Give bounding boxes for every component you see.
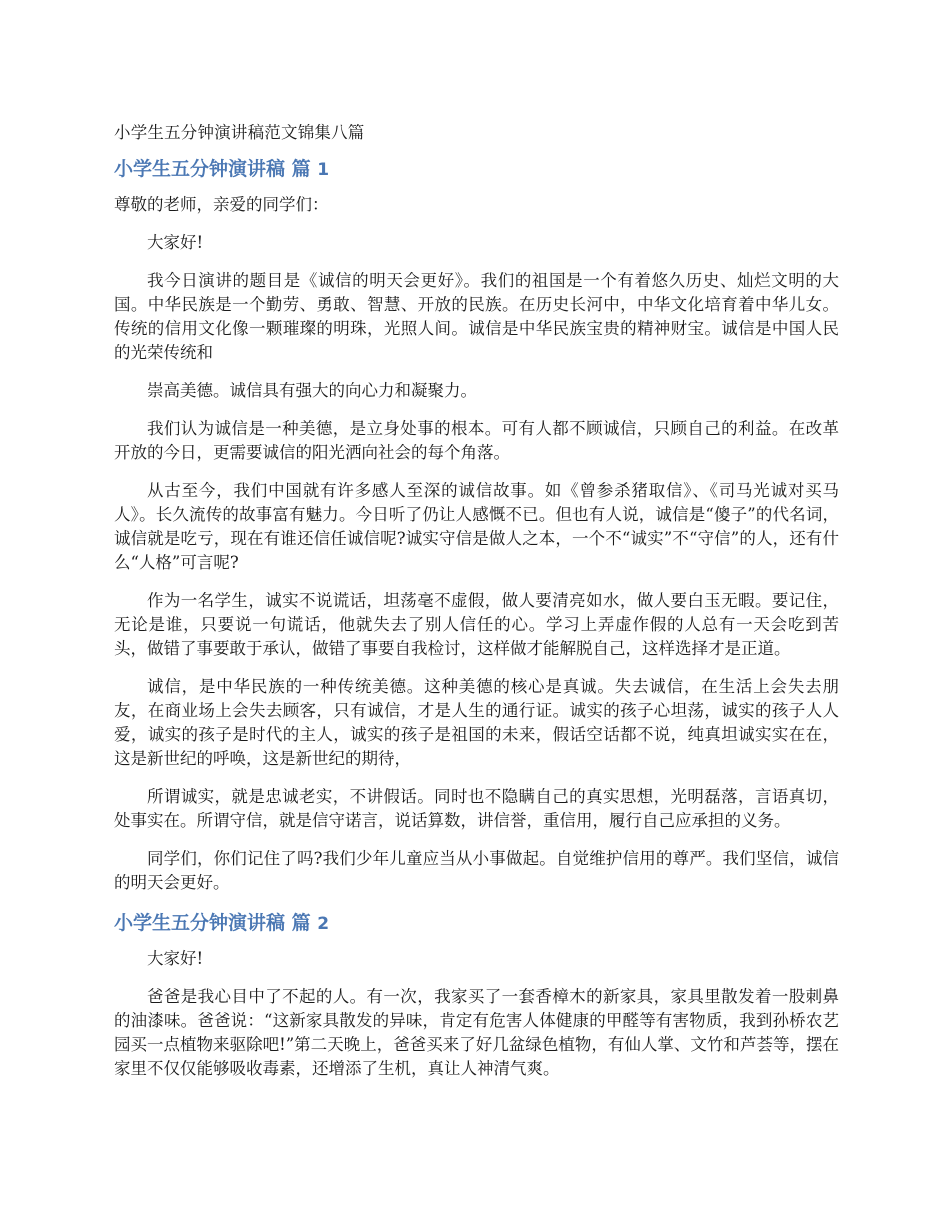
section-heading	[114, 155, 839, 184]
section-1	[114, 155, 839, 895]
paragraph: 同学们，你们记住了吗?我们少年儿童应当从小事做起。自觉维护信用的尊严。我们坚信，诚信的明天会更好。	[114, 849, 839, 892]
section-heading-number: 2	[317, 914, 330, 934]
paragraph: 我今日演讲的题目是《诚信的明天会更好》。我们的祖国是一个有着悠久历史、灿烂文明的大国。中华民族是一个勤劳、勇敢、智慧、开放的民族。在历史长河中，中华文化培育着中华儿女。传统的信用文化像一颗璀璨的明珠，光照人间。诚信是中华民族宝贵的精神财宝。诚信是中国人民的光荣传统和	[114, 271, 839, 362]
paragraph: 我们认为诚信是一种美德，是立身处事的根本。可有人都不顾诚信，只顾自己的利益。在改革开放的今日，更需要诚信的阳光洒向社会的每个角落。	[114, 419, 839, 462]
section-heading-text: 小学生五分钟演讲稿 篇	[114, 912, 311, 934]
document-page	[114, 120, 839, 1095]
section-heading-text: 小学生五分钟演讲稿 篇	[114, 158, 311, 180]
document-title: 小学生五分钟演讲稿范文锦集八篇	[114, 123, 365, 142]
section-heading	[114, 909, 839, 938]
paragraph: 所谓诚实，就是忠诚老实，不讲假话。同时也不隐瞒自己的真实思想，光明磊落，言语真切，处事实在。所谓守信，就是信守诺言，说话算数，讲信誉，重信用，履行自己应承担的义务。	[114, 787, 839, 830]
paragraph: 大家好!	[147, 233, 204, 252]
section-heading-number: 1	[317, 160, 330, 180]
paragraph: 崇高美德。诚信具有强大的向心力和凝聚力。	[147, 381, 477, 400]
paragraph: 作为一名学生，诚实不说谎话，坦荡毫不虚假，做人要清亮如水，做人要白玉无暇。要记住，无论是谁，只要说一句谎话，他就失去了别人信任的心。学习上弄虚作假的人总有一天会吃到苦头，做错了事要敢于承认，做错了事要自我检讨，这样做才能解脱自己，这样选择才是正道。	[114, 591, 839, 658]
section-2	[114, 909, 839, 1081]
paragraph: 从古至今，我们中国就有许多感人至深的诚信故事。如《曾参杀猪取信》、《司马光诚对买马人》。长久流传的故事富有魅力。今日听了仍让人感慨不已。但也有人说，诚信是“傻子”的代名词，诚信就是吃亏，现在有谁还信任诚信呢?诚实守信是做人之本，一个不“诚实”不“守信”的人，还有什么“人格”可言呢?	[114, 481, 839, 572]
paragraph: 爸爸是我心目中了不起的人。有一次，我家买了一套香樟木的新家具，家具里散发着一股刺鼻的油漆味。爸爸说：“这新家具散发的异味，肯定有危害人体健康的甲醛等有害物质，我到孙桥农艺园买一点植物来驱除吧!”第二天晚上，爸爸买来了好几盆绿色植物，有仙人掌、文竹和芦荟等，摆在家里不仅仅能够吸收毒素，还增添了生机，真让人神清气爽。	[114, 987, 839, 1078]
paragraph: 大家好!	[147, 949, 204, 968]
paragraph: 尊敬的老师，亲爱的同学们：	[114, 195, 329, 214]
paragraph: 诚信，是中华民族的一种传统美德。这种美德的核心是真诚。失去诚信，在生活上会失去朋友，在商业场上会失去顾客，只有诚信，才是人生的通行证。诚实的孩子心坦荡，诚实的孩子人人爱，诚实的孩子是时代的主人，诚实的孩子是祖国的未来，假话空话都不说，纯真坦诚实实在在，这是新世纪的呼唤，这是新世纪的期待，	[114, 677, 839, 768]
